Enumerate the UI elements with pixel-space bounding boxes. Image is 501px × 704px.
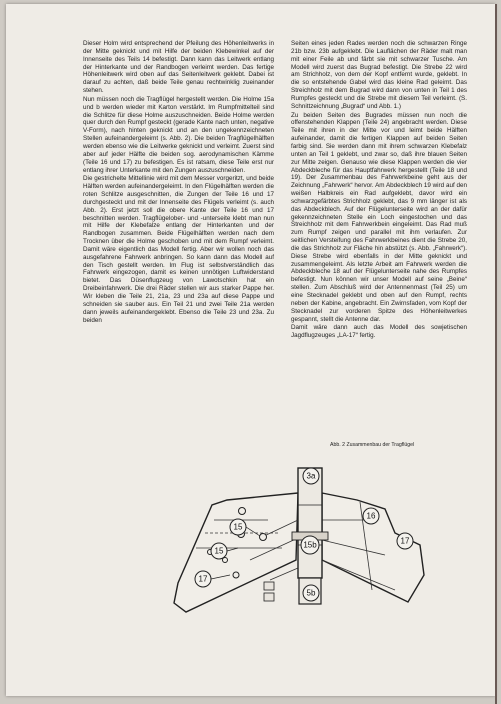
part-label-text: 15 [233, 522, 243, 532]
paragraph: Seiten eines jeden Rades werden noch die schwarzen Ringe 21b bzw. 23b aufgeklebt. Die Lauflächen der Räder malt man mit einer Feile ab und färbt sie mit schwarzer Tusche. Am Modell wird zuerst das Bugrad befestigt. Die Strebe 22 wird am Strichholz, von dem der Kopf entfernt wurde, geklebt. In die so entstehende Gabel wird das kleine Rad geleimt. Das Streichholz mit dem Bugrad wird dann von unten in Teil 1 des Rumpfes gesteckt und die Strebe mit diesem Teil verleimt. (S. Schnittzeichnung „Bugrad“ und Abb. 1.) [291, 40, 467, 110]
part-label [230, 519, 246, 535]
text-column-right [291, 40, 467, 341]
part-label-text: 15b [303, 540, 317, 550]
paragraph: Dieser Holm wird entsprechend der Pfeilung des Höhenleitwerks in der Mitte geknickt und mit Hilfe der beiden Klebewinkel auf der Innenseite des Teils 14 befestigt. Dann kann das Leitwerk entlang der Hinterkante und der Randbogen verleimt werden. Das fertige Höhenleitwerk wird oben auf das Seitenleitwerk geklebt. Dabei ist darauf zu achten, daß beide Teile genau rechtwinklig zueinander stehen. [83, 40, 274, 95]
part-label [195, 571, 211, 587]
part-label [301, 536, 319, 554]
part-label-text: 3a [306, 471, 316, 481]
figure-caption: Abb. 2 Zusammenbau der Tragflügel [330, 442, 415, 448]
part-label [303, 585, 319, 601]
part-label [397, 533, 413, 549]
part-label-text: 15 [214, 546, 224, 556]
part-label [211, 543, 227, 559]
paragraph: Nun müssen noch die Tragflügel hergestellt werden. Die Holme 15a und b werden wieder mit Karton verstärkt. Im Rumpfmittelteil sind die Schlitze für diese Holme auszuschneiden. Beide Holme werden quer durch den Rumpf gesteckt (gerade Kante nach unten, negative V-Form), nach hinten geknickt und an den ungekennzeichneten Stellen aufeinandergeleimt (s. Abb. 2). Die beiden Tragflügelhälften werden ebenso wie die Leitwerke geknickt und verleimt. Zuerst sind aber auf jeder Hälfte die beiden sog. aerodynamischen Kämme (Teile 16 und 17) zu befestigen. Es ist ratsam, diese Teile erst nur entlang ihrer Unterkante mit den Zungen auszuschneiden. [83, 95, 274, 174]
paragraph: Damit wäre dann auch das Modell des sowjetischen Jagdflugzeuges „LA-17“ fertig. [291, 324, 467, 340]
part-label [303, 468, 319, 484]
fuselage-center [298, 468, 322, 578]
part-label-text: 16 [366, 511, 376, 521]
wing-assembly-diagram [0, 455, 501, 700]
paragraph: Zu beiden Seiten des Bugrades müssen nun noch die offenstehenden Klappen (Teile 24) angebracht werden. Diese Teile mit ihren in der Mitte vor und leimt beide Hälften aufeinander, damit die fertigen Klappen auf beiden Seiten farbig sind. Sie werden dann mit ihrem schwarzen Klebefalz unten an Teil 1 geklebt, und zwar so, daß ihre blauen Seiten zur Mitte zeigen. Genauso wie diese Klappen werden die vier Abdeckbleche für das Hauptfahrwerk hergestellt (Teile 18 und 19). Der Zusammenbau des Fahrwerkbeine geht aus der Zeichnung „Fahrwerk“ hervor. Am Abdeckblech 19 wird auf den weißen Halbkreis ein Rad aufgeklebt, davor wird ein schwarzgefärbtes Strichholz geklebt, das 9 mm länger ist als das Abdeckblech. Auf der Flügelunterseite wird an der dafür gekennzeichneten Stelle ein Loch eingestochen und das Streichholz mit dem Fahrwerkbein eingeleimt. Das Rad muß zum Rumpf zeigen und parallel mit ihm verlaufen. Zur seitlichen Versteifung des Fahrwerkbeines dient die Strebe 20, die das Strichholz zur Fläche hin abstützt (s. Abb. „Fahrwerk“). Diese Strebe wird ebenfalls in der Mitte geknickt und zusammengeleimt. Als letzte Arbeit am Fahrwerk werden die Abdeckbleche 18 auf der Flügelunterseite nahe des Rumpfes befestigt. Nun können wir unser Modell auf seine „Beine“ stellen. Zum Abschluß wird der Antennenmast (Teil 25) um eine Stecknadel geklebt und oben auf den Rumpf, rechts neben der Kabine, angebracht. Ein Zwirnsfaden, vom Kopf der Stecknadel zur vorderen Spitze des Höhenleitwerkes gespannt, stellt die Antenne dar. [291, 111, 467, 323]
part-label-text: 5b [306, 588, 316, 598]
paragraph: Die gestrichelte Mittellinie wird mit dem Messer vorgeritzt, und beide Hälften werden aufeinandergeleimt. In den Flügelhälften werden die roten Schlitze ausgeschnitten, die Zungen der Teile 16 und 17 durchgesteckt und mit der Innenseite des Flügels verleimt (s. auch Abb. 2). Erst jetzt soll die obere Kante der Teile 16 und 17 beschnitten werden. Tragflügelober- und -unterseite klebt man nun mit Hilfe der Klebefalze entlang der Hinterkanten und der Randbogen zusammen. Beide Flügelhälften werden nach dem Trocknen über die Holme geschoben und mit dem Rumpf verleimt. Damit wäre eigentlich das Modell fertig. Aber wir wollen noch das ausgefahrene Fahrwerk anbringen. So kann dann das Modell auf den Tisch gestellt werden. Im Flug ist selbstverständlich das Fahrwerk eingezogen, damit es keinen unnötigen Luftwiderstand bietet. Das Düsenflugzeug von Lawotschkin hat ein Dreibeinfahrwerk. Die drei Räder stellen wir aus starker Pappe her. Wir kleben die Teile 21, 21a, 23 und 23a auf diese Pappe und schneiden sie sauber aus. Ein Teil 21 und zwei Teile 21a werden dann jeweils aufeinandergeklebt. Ebenso die Teile 23 und 23a. Zu beiden [83, 175, 274, 324]
part-label-text: 17 [198, 574, 208, 584]
left-wing [174, 493, 298, 612]
slot-markers [264, 582, 274, 601]
part-label-text: 17 [400, 536, 410, 546]
text-column-left [83, 40, 274, 325]
part-label [363, 508, 379, 524]
